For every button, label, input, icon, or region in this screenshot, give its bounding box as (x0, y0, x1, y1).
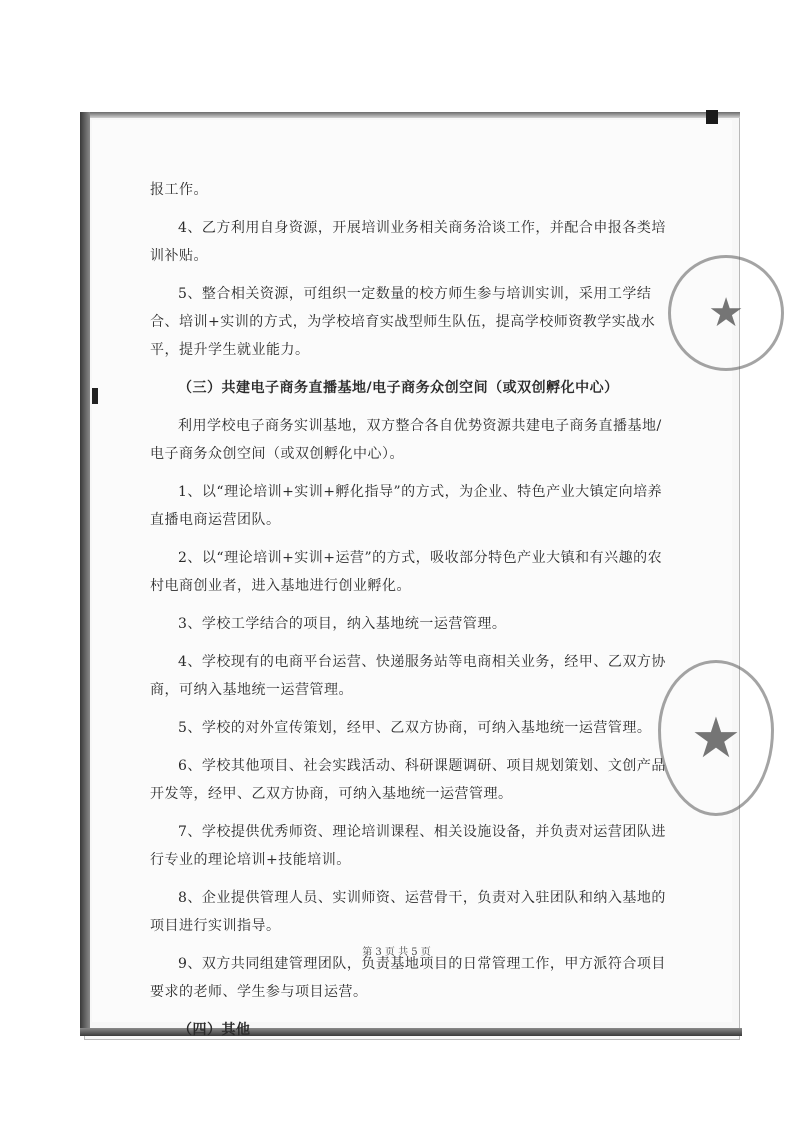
left-margin-mark (92, 388, 98, 404)
paragraph: 7、学校提供优秀师资、理论培训课程、相关设施设备，并负责对运营团队进行专业的理论培训+技能培训。 (150, 824, 666, 868)
paragraph: 报工作。 (150, 182, 208, 198)
star-icon: ★ (708, 290, 744, 336)
paragraph: 利用学校电子商务实训基地，双方整合各自优势资源共建电子商务直播基地/电子商务众创空间（或双创孵化中心）。 (150, 418, 662, 462)
scan-edge-top (80, 112, 740, 118)
paragraph: 4、学校现有的电商平台运营、快递服务站等电商相关业务，经甲、乙双方协商，可纳入基地统一运营管理。 (150, 654, 666, 698)
star-icon: ★ (690, 705, 742, 771)
paragraph: 1、以“理论培训+实训+孵化指导”的方式，为企业、特色产业大镇定向培养直播电商运营团队。 (150, 484, 663, 528)
paragraph: 5、学校的对外宣传策划，经甲、乙双方协商，可纳入基地统一运营管理。 (178, 720, 652, 736)
paragraph: 9、双方共同组建管理团队，负责基地项目的日常管理工作，甲方派符合项目要求的老师、学生参与项目运营。 (150, 956, 666, 1000)
seal-stamp-1 (668, 255, 784, 371)
seal-stamp-2 (658, 660, 774, 816)
document-body (150, 176, 670, 1054)
paragraph: 4、乙方利用自身资源，开展培训业务相关商务洽谈工作，并配合申报各类培训补贴。 (150, 220, 666, 264)
section-heading: （三）共建电子商务直播基地/电子商务众创空间（或双创孵化中心） (178, 380, 619, 396)
corner-marker (706, 110, 718, 124)
paragraph: 8、企业提供管理人员、实训师资、运营骨干，负责对入驻团队和纳入基地的项目进行实训指导。 (150, 890, 666, 934)
paragraph: 6、学校其他项目、社会实践活动、科研课题调研、项目规划策划、文创产品开发等，经甲、乙双方协商，可纳入基地统一运营管理。 (150, 758, 666, 802)
scan-edge-left (80, 112, 90, 1036)
paragraph: 3、学校工学结合的项目，纳入基地统一运营管理。 (178, 616, 507, 632)
section-heading: （四）其他 (178, 1022, 251, 1038)
page-footer: 第 3 页 共 5 页 (362, 947, 431, 958)
paragraph: 5、整合相关资源，可组织一定数量的校方师生参与培训实训，采用工学结合、培训+实训的方式，为学校培育实战型师生队伍，提高学校师资教学实战水平，提升学生就业能力。 (150, 286, 656, 358)
paragraph: 2、以“理论培训+实训+运营”的方式，吸收部分特色产业大镇和有兴趣的农村电商创业者，进入基地进行创业孵化。 (150, 550, 663, 594)
